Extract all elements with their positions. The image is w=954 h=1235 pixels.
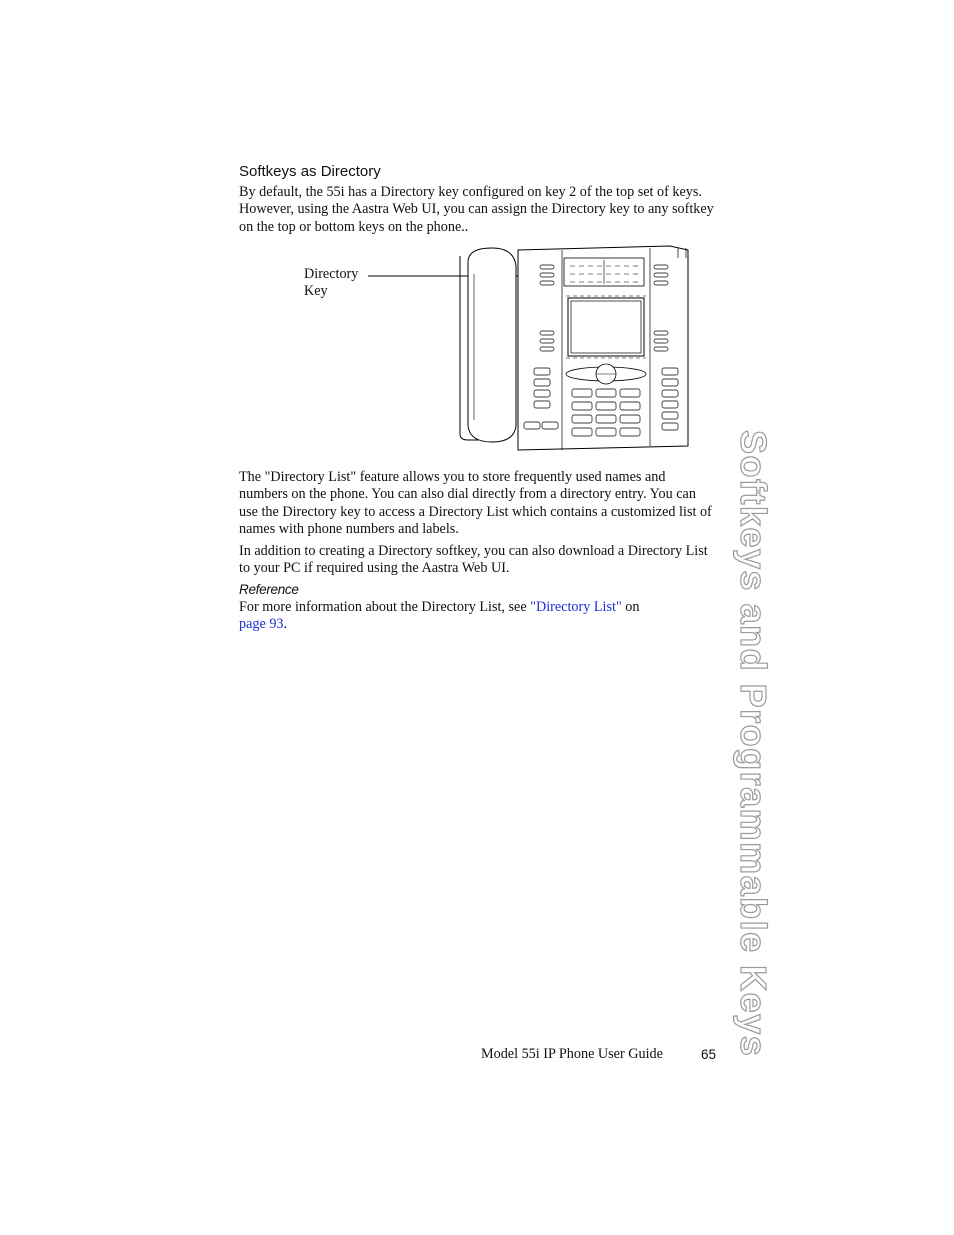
directory-list-link[interactable]: "Directory List" [530, 599, 622, 615]
chapter-side-title-text: Softkeys and Programmable Keys [733, 430, 774, 1058]
intro-paragraph: By default, the 55i has a Directory key configured on key 2 of the top set of keys. However, using the Aastra Web UI, you can assign the Directory key to any softkey on the top or bottom keys on the phone.. [239, 184, 714, 235]
phone-figure [300, 244, 700, 456]
reference-text-mid: on [621, 599, 640, 615]
download-paragraph: In addition to creating a Directory softkey, you can also download a Directory List to your PC if required using the Aastra Web UI. [239, 543, 708, 577]
callout-line-1: Directory [304, 266, 359, 282]
page-number: 65 [701, 1047, 717, 1062]
directory-key-callout [304, 266, 358, 301]
section-heading: Softkeys as Directory [239, 163, 381, 180]
reference-title: Reference [239, 582, 299, 597]
reference-text-after: . [283, 616, 288, 633]
chapter-side-title [712, 430, 774, 1058]
reference-paragraph [239, 599, 717, 634]
reference-text-before: For more information about the Directory List, see [239, 599, 531, 615]
page-93-link[interactable]: page 93 [239, 616, 284, 633]
directory-list-paragraph: The "Directory List" feature allows you to store frequently used names and numbers on the phone. You can also dial directly from a directory entry. You can use the Directory key to access a Directory List which contains a customized list of names with phone numbers and labels. [239, 469, 712, 538]
footer-guide-title: Model 55i IP Phone User Guide [481, 1046, 663, 1062]
phone-illustration [300, 244, 700, 456]
callout-line-2: Key [304, 283, 328, 300]
